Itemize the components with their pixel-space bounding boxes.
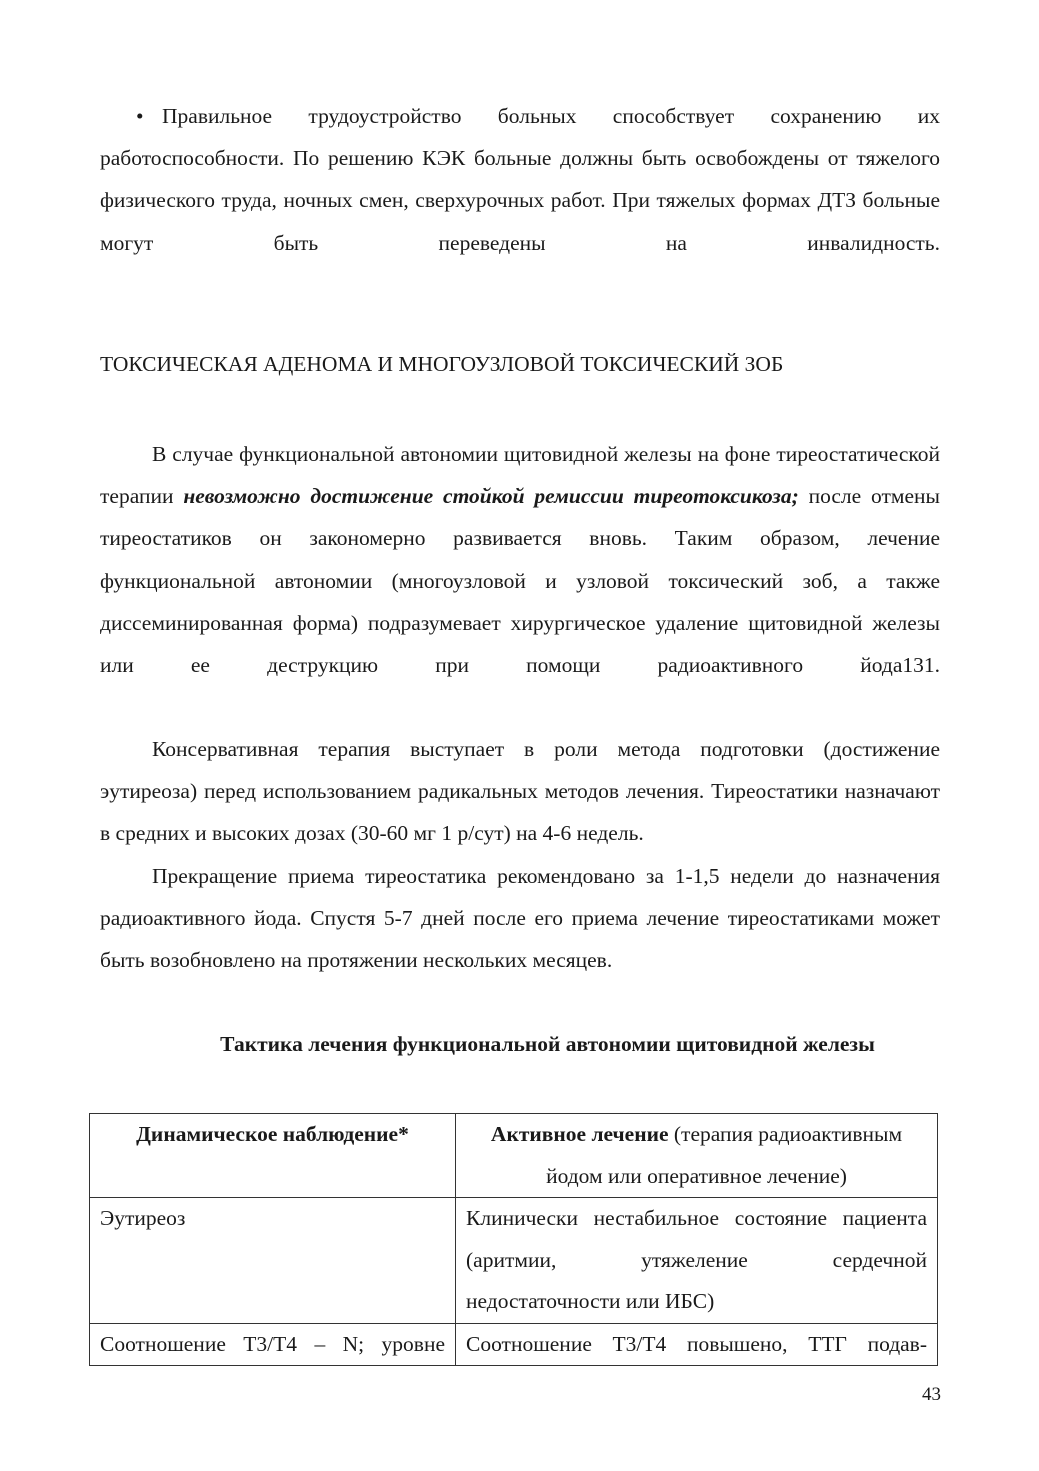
header-observation: Динамическое наблюдение* bbox=[90, 1114, 456, 1198]
page-number: 43 bbox=[922, 1384, 941, 1405]
bullet-glyph: • bbox=[136, 104, 144, 128]
section-heading: ТОКСИЧЕСКАЯ АДЕНОМА И МНОГОУЗЛОВОЙ ТОКСИЧЕСКИЙ ЗОБ bbox=[100, 352, 784, 376]
row2-col2: Соотношение Т3/Т4 повышено, ТТГ подав- bbox=[456, 1323, 938, 1366]
table-header-row bbox=[90, 1114, 938, 1198]
header-active-rest: (терапия радиоактивным йодом или оперативное лечение) bbox=[546, 1122, 903, 1188]
tactics-table bbox=[89, 1113, 938, 1366]
paragraph-1-emphasis: невозможно достижение стойкой ремиссии тиреотоксикоза; bbox=[183, 484, 799, 509]
table-row bbox=[90, 1198, 938, 1324]
paragraph-3: Прекращение приема тиреостатика рекомендовано за 1-1,5 недели до назначения радиоактивного йода. Спустя 5-7 дней после его приема лечение тиреостатиками может быть возобновлено на протяжении нескольких месяцев. bbox=[100, 864, 940, 973]
paragraph-1-start: В случае функциональной автономии щитовидной железы на фоне тиреостатической терапии bbox=[100, 442, 940, 509]
paragraph-1-end: после отмены тиреостатиков он закономерно развивается вновь. Таким образом, лечение функциональной автономии (многоузловой и узловой токсический зоб, а также диссеминированная форма) подразумевает хирургическое удаление щитовидной железы или ее деструкцию при помощи радиоактивного йода131. bbox=[100, 484, 941, 678]
row1-col1: Эутиреоз bbox=[90, 1198, 456, 1324]
table-row bbox=[90, 1323, 938, 1366]
header-active-treatment bbox=[456, 1114, 938, 1198]
row2-col1: Соотношение Т3/Т4 – N; уровне bbox=[90, 1323, 456, 1366]
header-active-bold: Активное лечение bbox=[490, 1122, 669, 1146]
table-caption: Тактика лечения функциональной автономии щитовидной железы bbox=[220, 1032, 875, 1056]
bullet-text: Правильное трудоустройство больных способствует сохранению их работоспособности. По решению КЭК больные должны быть освобождены от тяжелого физического труда, ночных смен, сверхурочных работ. При тяжелых формах ДТЗ больные могут быть переведены на инвалидность. bbox=[100, 104, 940, 255]
row1-col2: Клинически нестабильное состояние пациента (аритмии, утяжеление сердечной недостаточности или ИБС) bbox=[456, 1198, 938, 1324]
paragraph-1 bbox=[100, 433, 940, 686]
paragraph-2: Консервативная терапия выступает в роли метода подготовки (достижение эутиреоза) перед использованием радикальных методов лечения. Тиреостатики назначают в средних и высоких дозах (30-60 мг 1 р/сут) на 4-6 недель. bbox=[100, 737, 940, 846]
bullet-paragraph bbox=[100, 95, 940, 264]
